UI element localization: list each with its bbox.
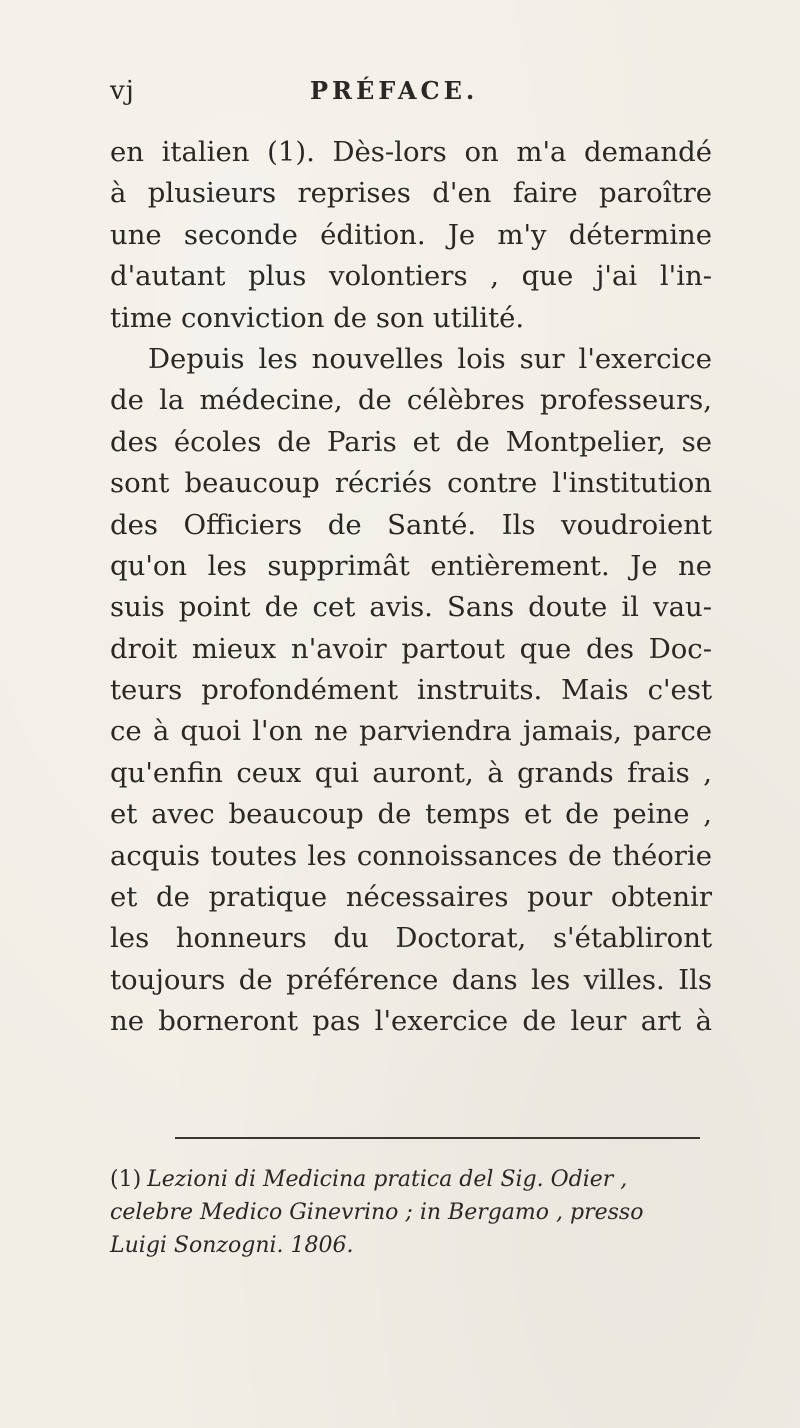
page-header bbox=[110, 76, 700, 116]
text-line: ce à quoi l'on ne parviendra jamais, parce bbox=[110, 715, 712, 748]
text-line: toujours de préférence dans les villes. Ils bbox=[110, 963, 712, 996]
footnote-mark: (1) bbox=[110, 1167, 142, 1192]
page-number: vj bbox=[110, 76, 135, 106]
footnote-text: Lezioni di Medicina pratica del Sig. Odier , bbox=[147, 1167, 628, 1192]
footnote-line bbox=[110, 1163, 712, 1196]
text-line: qu'enfin ceux qui auront, à grands frais , bbox=[110, 756, 712, 789]
footnote bbox=[110, 1163, 712, 1262]
text-line: sont beaucoup récriés contre l'institution bbox=[110, 467, 712, 500]
text-line: acquis toutes les connoissances de théorie bbox=[110, 839, 712, 872]
footnote-line: celebre Medico Ginevrino ; in Bergamo , presso bbox=[110, 1200, 644, 1225]
body-text bbox=[110, 132, 712, 1043]
text-line: droit mieux n'avoir partout que des Doc- bbox=[110, 632, 712, 665]
text-line: ne borneront pas l'exercice de leur art à bbox=[110, 1005, 712, 1038]
footnote-line: Luigi Sonzogni. 1806. bbox=[110, 1233, 354, 1258]
text-line: des écoles de Paris et de Montpelier, se bbox=[110, 425, 712, 458]
text-line: et de pratique nécessaires pour obtenir bbox=[110, 881, 712, 914]
text-line: à plusieurs reprises d'en faire paroître bbox=[110, 177, 712, 210]
text-line: suis point de cet avis. Sans doute il vau- bbox=[110, 591, 712, 624]
text-line: de la médecine, de célèbres professeurs, bbox=[110, 384, 712, 417]
text-line: time conviction de son utilité. bbox=[110, 301, 525, 334]
text-line: Depuis les nouvelles lois sur l'exercice bbox=[148, 342, 712, 375]
text-line: les honneurs du Doctorat, s'établiront bbox=[110, 922, 712, 955]
footnote-divider bbox=[175, 1137, 700, 1139]
text-line: d'autant plus volontiers , que j'ai l'in- bbox=[110, 260, 712, 293]
text-line: teurs profondément instruits. Mais c'est bbox=[110, 674, 712, 707]
text-line: des Officiers de Santé. Ils voudroient bbox=[110, 508, 712, 541]
text-line: une seconde édition. Je m'y détermine bbox=[110, 218, 712, 251]
text-line: en italien (1). Dès-lors on m'a demandé bbox=[110, 136, 712, 168]
text-line: et avec beaucoup de temps et de peine , bbox=[110, 798, 712, 831]
text-line: qu'on les supprimât entièrement. Je ne bbox=[110, 549, 712, 582]
running-head: PRÉFACE. bbox=[310, 76, 479, 105]
